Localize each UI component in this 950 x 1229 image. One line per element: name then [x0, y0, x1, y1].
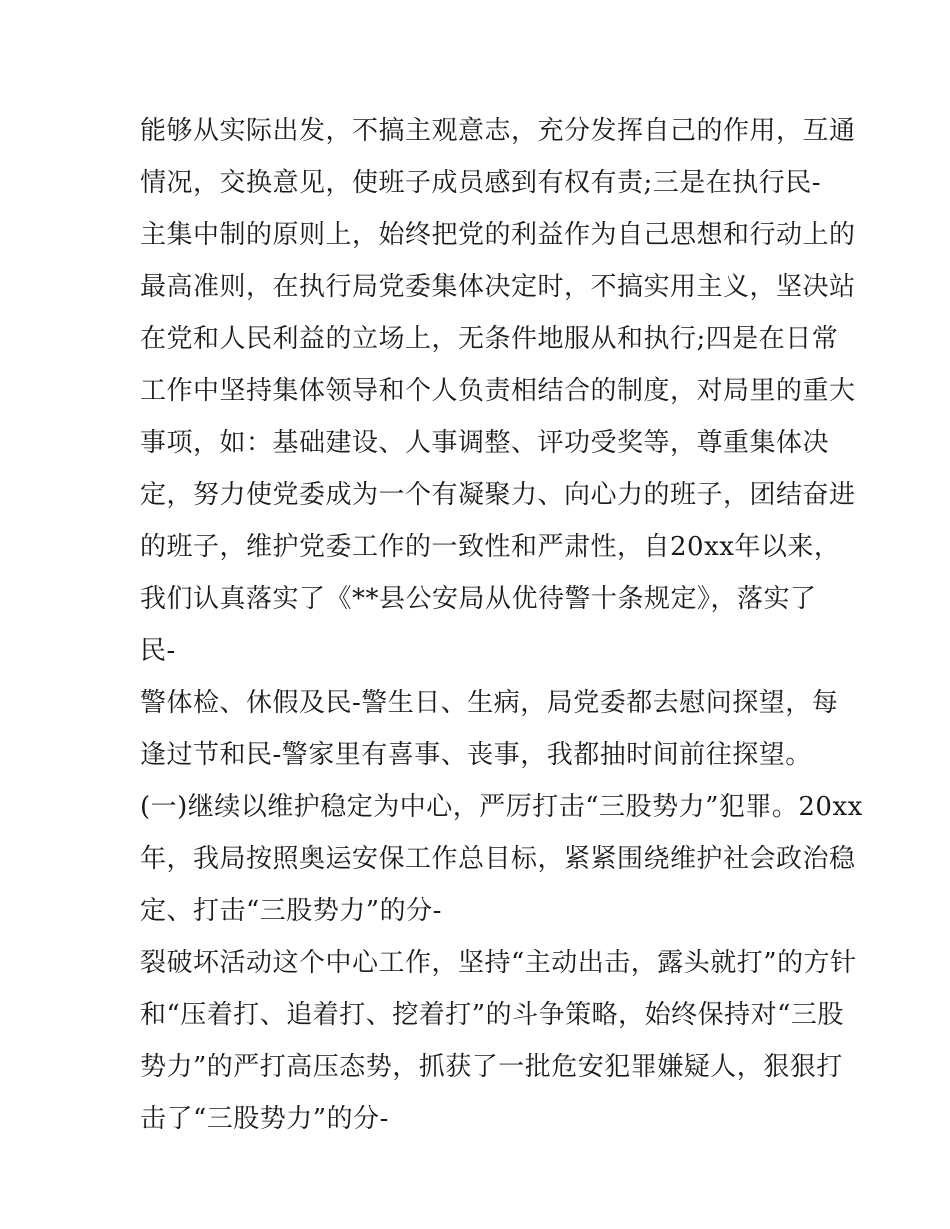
text-line: 击了“三股势力”的分-	[140, 1104, 389, 1134]
text-line: 警体检、休假及民-警生日、生病，局党委都去慰问探望，每	[140, 688, 839, 718]
text-line: 势力”的严打高压态势，抓获了一批危安犯罪嫌疑人，狠狠打	[140, 1052, 843, 1082]
text-line: 事项，如：基础建设、人事调整、评功受奖等，尊重集体决	[140, 428, 830, 458]
text-line: 我们认真落实了《**县公安局从优待警十条规定》，落实了	[140, 584, 817, 614]
text-line: 能够从实际出发，不搞主观意志，充分发挥自己的作用，互通	[140, 116, 856, 146]
text-line: 情况，交换意见，使班子成员感到有权有责;三是在执行民-	[140, 168, 822, 198]
text-line: 工作中坚持集体领导和个人负责相结合的制度，对局里的重大	[140, 376, 856, 406]
text-line: 定、打击“三股势力”的分-	[140, 896, 442, 926]
text-line: 和“压着打、追着打、挖着打”的斗争策略，始终保持对“三股	[140, 1000, 844, 1030]
text-line: 的班子，维护党委工作的一致性和严肃性，自20xx年以来，	[140, 532, 841, 562]
body-text	[140, 105, 863, 1145]
text-line: (一)继续以维护稳定为中心，严厉打击“三股势力”犯罪。20xx	[140, 792, 863, 822]
text-line: 最高准则，在执行局党委集体决定时，不搞实用主义，坚决站	[140, 272, 856, 302]
text-line: 年，我局按照奥运安保工作总目标，紧紧围绕维护社会政治稳	[140, 844, 856, 874]
text-line: 主集中制的原则上，始终把党的利益作为自己思想和行动上的	[140, 220, 856, 250]
text-line: 裂破坏活动这个中心工作，坚持“主动出击，露头就打”的方针	[140, 948, 857, 978]
text-line: 定，努力使党委成为一个有凝聚力、向心力的班子，团结奋进	[140, 480, 856, 510]
text-line: 民-	[140, 636, 176, 666]
text-line: 逢过节和民-警家里有喜事、丧事，我都抽时间前往探望。	[140, 740, 812, 770]
text-line: 在党和人民利益的立场上，无条件地服从和执行;四是在日常	[140, 324, 839, 354]
